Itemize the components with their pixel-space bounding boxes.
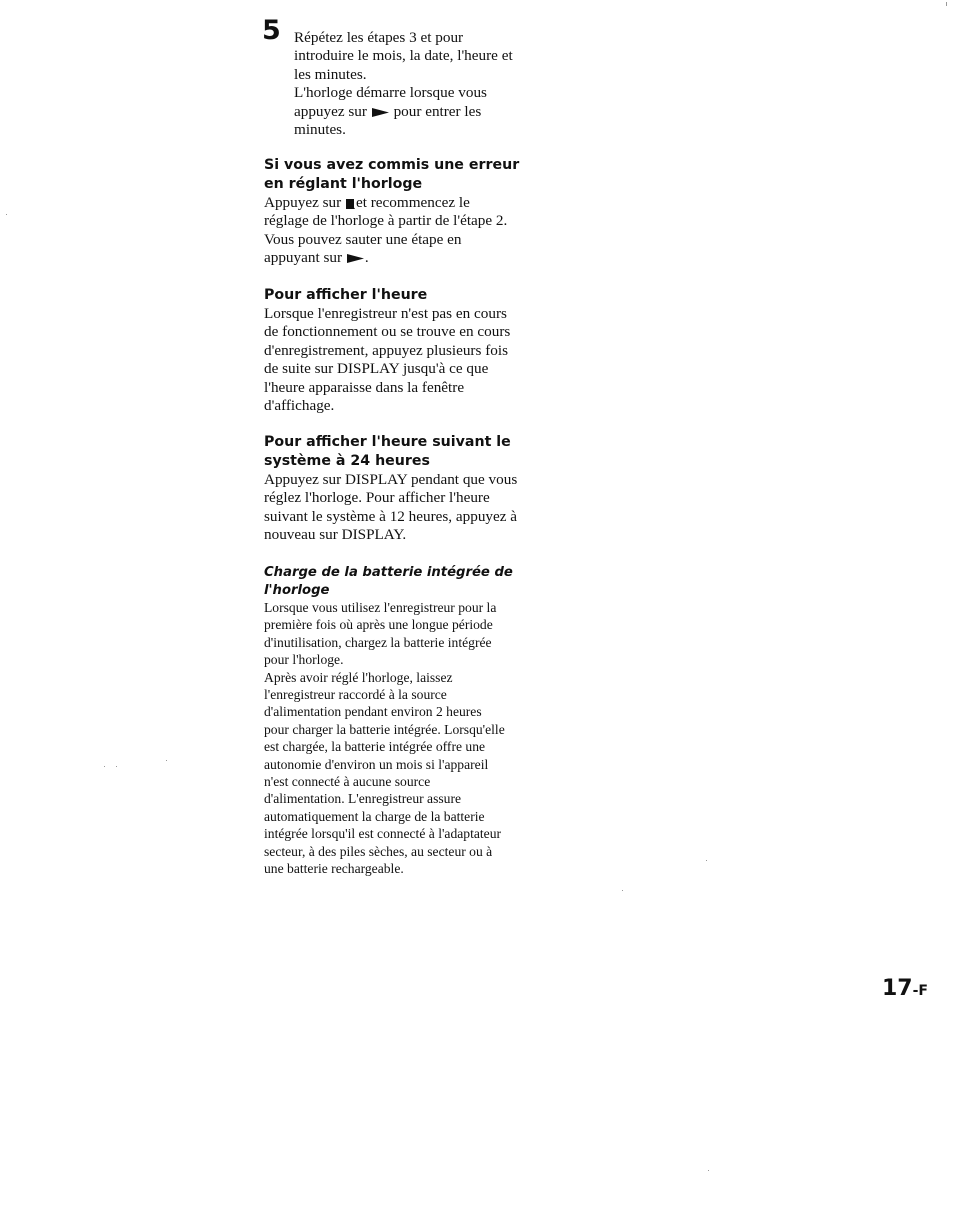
display-time-line-5: l'heure apparaisse dans la fenêtre: [264, 378, 465, 396]
error-line-1-after: et recommencez le: [355, 194, 470, 211]
step-line-1: Répétez les étapes 3 et pour: [294, 29, 464, 46]
display-24h-line-1: Appuyez sur DISPLAY pendant que vous: [264, 471, 518, 488]
display-24h-section: [264, 433, 560, 545]
display-time-section: [264, 286, 560, 415]
scan-speck: [706, 860, 707, 861]
display-time-line-6: d'affichage.: [264, 397, 335, 415]
battery-heading-line-2: l'horloge: [264, 582, 330, 598]
error-line-4: [264, 249, 560, 267]
battery-line-10: autonomie d'environ un mois si l'appareil: [264, 756, 489, 772]
page-number-main: 17: [882, 976, 913, 1001]
display-time-body: [264, 305, 560, 415]
battery-line-13: automatiquement la charge de la batterie: [264, 808, 485, 824]
battery-line-6: l'enregistreur raccordé à la source: [264, 687, 447, 703]
battery-line-4: pour l'horloge.: [264, 652, 344, 668]
scan-speck: [104, 766, 105, 767]
battery-line-11: n'est connecté à aucune source: [264, 774, 431, 790]
display-time-heading: Pour afficher l'heure: [264, 287, 428, 303]
step-5-text: [294, 29, 554, 139]
battery-line-15: secteur, à des piles sèches, au secteur ou à: [264, 843, 493, 859]
error-line-3: Vous pouvez sauter une étape en: [264, 230, 462, 248]
scan-speck: [166, 760, 167, 761]
step-line-3: les minutes.: [294, 65, 367, 83]
battery-line-1: Lorsque vous utilisez l'enregistreur pour la: [264, 600, 497, 615]
display-24h-line-2: réglez l'horloge. Pour afficher l'heure: [264, 489, 490, 507]
battery-body: [264, 599, 560, 878]
scan-speck: [946, 2, 947, 6]
step-number: 5: [262, 15, 281, 46]
battery-line-8: pour charger la batterie intégrée. Lorsqu'elle: [264, 721, 505, 737]
battery-heading: [264, 564, 560, 599]
error-body: [264, 194, 560, 268]
page-number: [882, 976, 928, 1004]
battery-line-16: une batterie rechargeable.: [264, 861, 404, 877]
battery-line-5: Après avoir réglé l'horloge, laissez: [264, 669, 453, 685]
error-heading-line-2: en réglant l'horloge: [264, 176, 423, 192]
page-number-suffix: -F: [912, 983, 928, 999]
battery-line-7: d'alimentation pendant environ 2 heures: [264, 704, 482, 720]
battery-heading-line-1: Charge de la batterie intégrée de: [264, 565, 513, 580]
battery-line-14: intégrée lorsqu'il est connecté à l'adaptateur: [264, 826, 502, 842]
display-time-line-4: de suite sur DISPLAY jusqu'à ce que: [264, 360, 489, 378]
battery-line-3: d'inutilisation, chargez la batterie intégrée: [264, 634, 492, 650]
battery-line-2: première fois où après une longue période: [264, 617, 493, 633]
error-line-1: [264, 194, 560, 212]
error-line-4-after: .: [364, 249, 369, 267]
error-heading-line-1: Si vous avez commis une erreur: [264, 157, 520, 173]
display-time-line-1: Lorsque l'enregistreur n'est pas en cours: [264, 305, 507, 322]
display-24h-heading-line-2: système à 24 heures: [264, 453, 430, 469]
display-24h-body: [264, 471, 560, 545]
step-line-2: introduire le mois, la date, l'heure et: [294, 47, 513, 65]
play-button-icon: [371, 107, 390, 118]
display-time-line-2: de fonctionnement ou se trouve en cours: [264, 323, 511, 341]
scan-speck: [116, 766, 117, 767]
error-section: [264, 156, 560, 268]
display-24h-line-4: nouveau sur DISPLAY.: [264, 526, 407, 544]
battery-line-12: d'alimentation. L'enregistreur assure: [264, 791, 462, 807]
battery-section: [264, 564, 560, 878]
display-24h-heading: [264, 433, 560, 471]
step-line-5: [294, 103, 554, 121]
error-heading: [264, 156, 560, 194]
scan-speck: [708, 1170, 709, 1171]
display-time-line-3: d'enregistrement, appuyez plusieurs fois: [264, 341, 508, 359]
stop-button-icon: [345, 198, 356, 210]
error-line-4-before: appuyant sur: [264, 249, 343, 267]
step-line-5-before: appuyez sur: [294, 102, 367, 120]
play-button-icon: [346, 253, 365, 264]
step-line-5-after: pour entrer les: [393, 102, 482, 120]
error-line-1-before: Appuyez sur: [264, 194, 342, 211]
scan-speck: [622, 890, 623, 891]
error-line-2: réglage de l'horloge à partir de l'étape 2.: [264, 212, 508, 230]
scan-speck: [6, 214, 7, 215]
display-24h-line-3: suivant le système à 12 heures, appuyez à: [264, 507, 518, 525]
step-line-4: L'horloge démarre lorsque vous: [294, 84, 487, 102]
battery-line-9: est chargée, la batterie intégrée offre une: [264, 739, 486, 755]
display-24h-heading-line-1: Pour afficher l'heure suivant le: [264, 434, 511, 450]
step-line-6: minutes.: [294, 121, 346, 139]
